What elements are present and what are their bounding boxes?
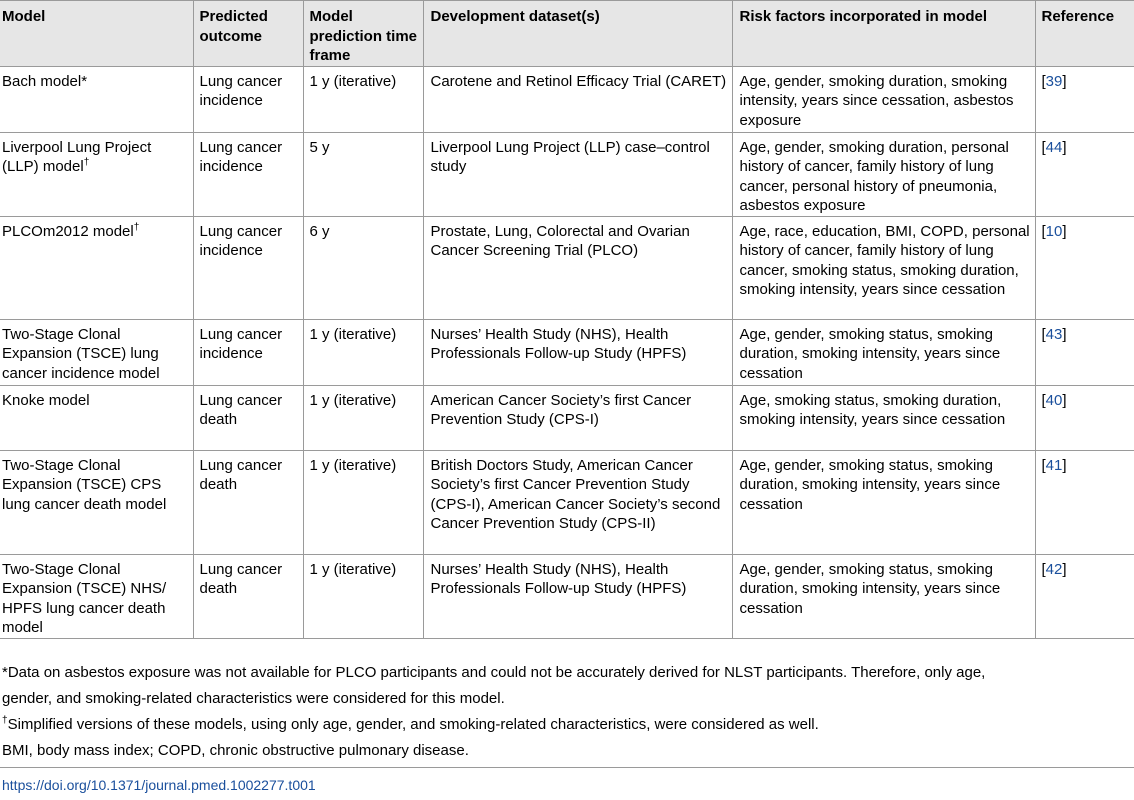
table-row (0, 554, 1134, 638)
header-predicted-outcome: Predicted outcome (193, 1, 303, 67)
header-reference: Reference (1035, 1, 1134, 67)
model-name: Two-Stage Clonal Expansion (TSCE) NHS/ HPFS lung cancer death model (2, 560, 167, 636)
reference-link[interactable]: 41 (1045, 456, 1063, 474)
table-footnotes (0, 660, 1134, 764)
cell-dataset: Nurses’ Health Study (NHS), Health Professionals Follow-up Study (HPFS) (423, 319, 732, 385)
cell-risk-factors: Age, gender, smoking status, smoking duration, smoking intensity, years since cessation (732, 554, 1035, 638)
reference-link[interactable]: 42 (1045, 560, 1063, 578)
footnote-abbreviations: BMI, body mass index; COPD, chronic obstructive pulmonary disease. (2, 742, 469, 759)
model-name: Knoke model (2, 391, 90, 409)
cell-timeframe: 1 y (iterative) (303, 554, 423, 638)
bracket-open: [ (1041, 456, 1046, 474)
bracket-close: ] (1062, 222, 1067, 240)
header-time-frame: Model prediction time frame (303, 1, 423, 67)
reference-link[interactable]: 40 (1045, 391, 1063, 409)
bracket-open: [ (1041, 138, 1046, 156)
bracket-close: ] (1062, 72, 1067, 90)
cell-risk-factors: Age, race, education, BMI, COPD, personal history of cancer, family history of lung cancer, smoking status, smoking duration, smoking intensity, years since cessation (732, 216, 1035, 319)
cell-dataset: Liverpool Lung Project (LLP) case–control study (423, 132, 732, 216)
bracket-close: ] (1062, 325, 1067, 343)
footnote-asterisk-line-1: *Data on asbestos exposure was not available for PLCO participants and could not be accurately derived for NLST participants. Therefore, only age, (2, 664, 986, 681)
header-risk-factors: Risk factors incorporated in model (732, 1, 1035, 67)
reference-link[interactable]: 44 (1045, 138, 1063, 156)
cell-reference (1035, 216, 1134, 319)
footnote-mark: † (133, 221, 140, 233)
footnote-asterisk-line-2: gender, and smoking-related characteristics were considered for this model. (2, 690, 505, 707)
dagger-mark: † (2, 715, 8, 726)
cell-dataset: Carotene and Retinol Efficacy Trial (CARET) (423, 66, 732, 132)
cell-risk-factors: Age, smoking status, smoking duration, smoking intensity, years since cessation (732, 385, 1035, 450)
cell-timeframe: 1 y (iterative) (303, 66, 423, 132)
cell-model (0, 319, 193, 385)
cell-dataset: British Doctors Study, American Cancer Society’s first Cancer Prevention Study (CPS-I), American Cancer Society’s second Cancer Prevention Study (CPS-II) (423, 450, 732, 554)
table-row (0, 385, 1134, 450)
cell-reference (1035, 66, 1134, 132)
model-name: Two-Stage Clonal Expansion (TSCE) lung cancer incidence model (2, 325, 160, 382)
footnote-dagger (2, 712, 1134, 738)
cell-model (0, 554, 193, 638)
cell-risk-factors: Age, gender, smoking status, smoking duration, smoking intensity, years since cessation (732, 319, 1035, 385)
cell-risk-factors: Age, gender, smoking duration, smoking intensity, years since cessation, asbestos exposure (732, 66, 1035, 132)
cell-dataset: Prostate, Lung, Colorectal and Ovarian Cancer Screening Trial (PLCO) (423, 216, 732, 319)
cell-timeframe: 1 y (iterative) (303, 450, 423, 554)
cell-outcome: Lung cancer incidence (193, 66, 303, 132)
header-development-datasets: Development dataset(s) (423, 1, 732, 67)
model-name: Two-Stage Clonal Expansion (TSCE) CPS lung cancer death model (2, 456, 167, 513)
table-row (0, 132, 1134, 216)
bracket-open: [ (1041, 560, 1046, 578)
table-row (0, 216, 1134, 319)
bracket-close: ] (1062, 138, 1067, 156)
cell-timeframe: 6 y (303, 216, 423, 319)
cell-timeframe: 5 y (303, 132, 423, 216)
header-model: Model (2, 8, 46, 25)
table-row (0, 66, 1134, 132)
cell-reference (1035, 319, 1134, 385)
model-name: PLCOm2012 model (2, 222, 134, 240)
bracket-open: [ (1041, 391, 1046, 409)
table-body (0, 66, 1134, 638)
cell-dataset: Nurses’ Health Study (NHS), Health Professionals Follow-up Study (HPFS) (423, 554, 732, 638)
model-name: Liverpool Lung Project (LLP) model (2, 138, 152, 175)
reference-link[interactable]: 39 (1045, 72, 1063, 90)
cell-outcome: Lung cancer death (193, 554, 303, 638)
cell-timeframe: 1 y (iterative) (303, 385, 423, 450)
cell-model (0, 216, 193, 319)
cell-outcome: Lung cancer incidence (193, 216, 303, 319)
cell-risk-factors: Age, gender, smoking duration, personal history of cancer, family history of lung cancer, personal history of pneumonia, asbestos exposure (732, 132, 1035, 216)
cell-model (0, 132, 193, 216)
footer-divider (0, 767, 1134, 768)
cell-outcome: Lung cancer incidence (193, 132, 303, 216)
table-row (0, 450, 1134, 554)
cell-model (0, 66, 193, 132)
bracket-close: ] (1062, 456, 1067, 474)
bracket-open: [ (1041, 325, 1046, 343)
reference-link[interactable]: 10 (1045, 222, 1063, 240)
cell-model (0, 385, 193, 450)
cell-outcome: Lung cancer death (193, 385, 303, 450)
cell-timeframe: 1 y (iterative) (303, 319, 423, 385)
bracket-close: ] (1062, 391, 1067, 409)
bracket-open: [ (1041, 72, 1046, 90)
cell-risk-factors: Age, gender, smoking status, smoking duration, smoking intensity, years since cessation (732, 450, 1035, 554)
doi-link[interactable]: https://doi.org/10.1371/journal.pmed.1002277.t001 (2, 777, 316, 793)
cell-dataset: American Cancer Society’s first Cancer Prevention Study (CPS-I) (423, 385, 732, 450)
cell-reference (1035, 450, 1134, 554)
cell-outcome: Lung cancer death (193, 450, 303, 554)
header-row (0, 1, 1134, 67)
dagger-text: Simplified versions of these models, using only age, gender, and smoking-related characteristics, were considered as well. (7, 716, 819, 733)
cell-model (0, 450, 193, 554)
cell-reference (1035, 385, 1134, 450)
cell-reference (1035, 554, 1134, 638)
cell-reference (1035, 132, 1134, 216)
reference-link[interactable]: 43 (1045, 325, 1063, 343)
footnote-mark: † (83, 157, 90, 168)
bracket-open: [ (1041, 222, 1046, 240)
table-row (0, 319, 1134, 385)
bracket-close: ] (1062, 560, 1067, 578)
cell-outcome: Lung cancer incidence (193, 319, 303, 385)
model-name: Bach model* (2, 72, 88, 90)
table-header (0, 1, 1134, 67)
